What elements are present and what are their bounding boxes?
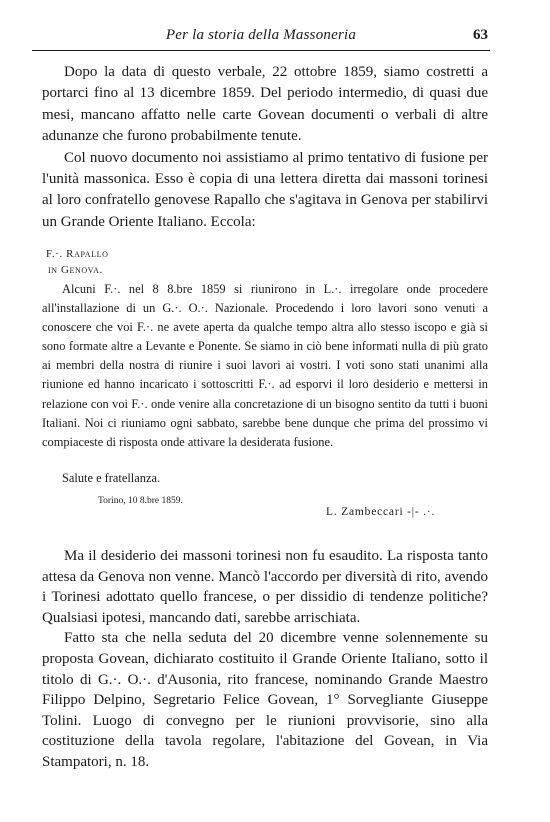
paragraph: Col nuovo documento noi assistiamo al primo tentativo di fusione per l'unità massonica. Esso è copia di una lettera diretta dai massoni torinesi al loro confratello genovese Rapallo che s'agitava in Genova per stabilirvi un Grande Oriente Italiano. Eccola: — [42, 149, 488, 230]
letter-salutation: Salute e fratellanza. — [62, 471, 161, 485]
closing-text — [42, 546, 488, 773]
paragraph: Fatto sta che nella seduta del 20 dicembre venne solennemente su proposta Govean, dichiarato costituito il Grande Oriente Italiano, sotto il titolo di G.·. O.·. d'Ausonia, rito francese, nominando Grande Maestro Filippo Delpino, Segretario Felice Govean, 1° Sorvegliante Giuseppe Tolini. Luogo di convegno per le riunioni provvisorie, sino alla costituzione della tavola regolare, l'abitazione del Govean, in Via Stampatori, n. 18. — [42, 630, 488, 770]
letter-address — [46, 246, 109, 278]
running-title: Per la storia della Massoneria — [165, 27, 357, 43]
letter-paragraph: Alcuni F.·. nel 8 8.bre 1859 si riunirono in L.·. irregolare onde procedere all'installazione di un G.·. O.·. Nazionale. Procedendo i loro lavori sono venuti a conoscere che voi F.·. ne avete aperta da qualche tempo altra allo stesso iscopo e già si sono formate altre a Levante e Ponente. Se siamo in ciò bene informati nulla di più grato ai membri della nostra di riunire i suoi lavori ai vostri. I voti sono stati unanimi alla riunione ed hanno incaricato i sottoscritti F.·. ad esporvi il loro desiderio e mettersi in relazione con voi F.·. onde venire alla concretazione di un bisogno sentito da tutti i buoni Italiani. Noi ci riuniamo ogni sabbato, sarebbe bene dunque che prima del prossimo vi compiaceste di risposta onde attivare la desiderata fusione. — [42, 282, 488, 449]
letter-signature: L. Zambeccari -|- .·. — [326, 506, 436, 518]
letter-place-date: Torino, 10 8.bre 1859. — [98, 496, 183, 506]
letter-body — [42, 280, 488, 452]
page-number: 63 — [473, 27, 488, 43]
running-header — [34, 27, 488, 47]
intro-text — [42, 62, 488, 233]
address-line: F.·. Rapallo — [46, 248, 109, 260]
paragraph: Ma il desiderio dei massoni torinesi non fu esaudito. La risposta tanto attesa da Genova non venne. Mancò l'accordo per diversità di rito, avendo i Torinesi adottato quello francese, o per dissidio di tendenze politiche? Qualsiasi ipotesi, mancando dati, sarebbe arrischiata. — [42, 548, 488, 626]
address-line: in Genova. — [48, 264, 103, 276]
paragraph: Dopo la data di questo verbale, 22 ottobre 1859, siamo costretti a portarci fino al 13 dicembre 1859. Del periodo intermedio, di quasi due mesi, mancano affatto nelle carte Govean documenti o verbali di altre adunanze che furono probabilmente tenute. — [42, 64, 488, 145]
header-rule — [32, 50, 490, 51]
